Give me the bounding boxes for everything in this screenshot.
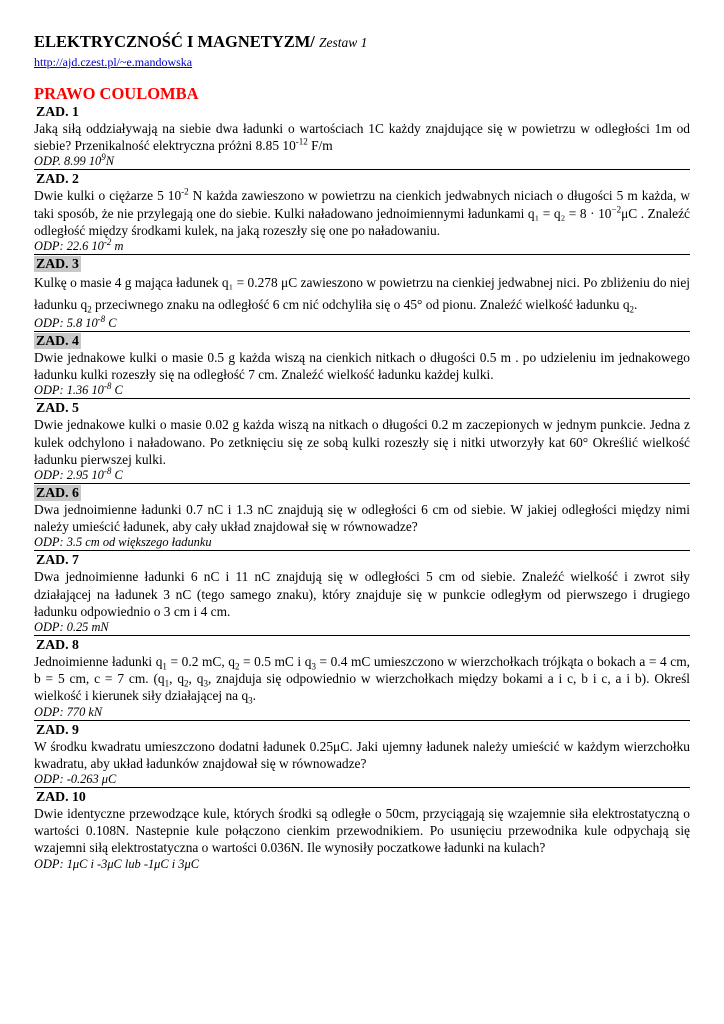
problem-answer: ODP: 1μC i -3μC lub -1μC i 3μC	[34, 856, 199, 871]
title-subtitle: Zestaw 1	[319, 35, 368, 50]
problem-text: Kulkę o masie 4 g mająca ładunek q₁ = 0.278 μC zawieszono w powietrzu na cienkiej jedwabnej nici. Po zbliżeniu do niej ładunku $q_2$ przeciwnego znaku na odległość 6 cm nić odchyliła się o 45° od pionu. Znaleźć wielkość ładunku $q_2$.	[34, 275, 690, 315]
problem-8	[34, 637, 690, 721]
problem-text: Dwie jednakowe kulki o masie 0.02 g każda wiszą na nitkach o długości 0.2 m zaczepionych w jednym punkcie. Jedna z kulek odchylono i naładowano. Po zetknięciu się ze sobą kulki rozeszły się i nitki utworzyły kat 60° Określić wielkość ładunku pierwszej kulki.	[34, 417, 690, 467]
document-title	[34, 32, 690, 53]
problem-answer: ODP: 2.95 $10^{-8}$ C	[34, 468, 690, 484]
section-title: PRAWO COULOMBA	[34, 84, 199, 103]
problem-text: Dwie jednakowe kulki o masie 0.5 g każda wiszą na cienkich nitkach o długości 0.5 m . po udzieleniu im jednakowego ładunku kulki rozeszły się na odległość 7 cm. Znaleźć wielkość ładunku każdej kulki.	[34, 350, 690, 383]
problem-9	[34, 722, 690, 788]
problem-2	[34, 171, 690, 255]
problem-answer: ODP. 8.99 $10^9N$	[34, 154, 690, 170]
problem-answer: ODP: 770 kN	[34, 705, 690, 721]
problem-text: Jaką siłą oddziaływają na siebie dwa ładunki o wartościach 1C każdy znajdujące się w powietrzu w odległości 1m od siebie? Przenikalność elektryczna próżni 8.85 $10^{-12}$ F/m	[34, 121, 690, 154]
problem-answer: ODP: 3.5 cm od większego ładunku	[34, 535, 690, 551]
problem-text: Dwa jednoimienne ładunki 6 nC i 11 nC znajdują się w odległości 5 cm od siebie. Znaleźć wielkość i zwrot siły działającej na ładunek 3 nC (tego samego znaku), który znajduje się w punkcie odległym od pierwszego i drugiego ładunku odpowiednio o 3 cm i 4 cm.	[34, 569, 690, 619]
problem-label: ZAD. 10	[36, 789, 86, 805]
problem-label: ZAD. 7	[36, 552, 79, 568]
problem-label: ZAD. 1	[36, 104, 79, 119]
problem-answer: ODP: -0.263 μC	[34, 772, 690, 788]
math-formula: $q_1 = q_2 = 8 \cdot 10^{-2}\mu C$	[527, 204, 638, 221]
problem-1	[34, 104, 690, 170]
problem-answer: ODP: 5.8 $10^{-8}$ C	[34, 316, 690, 332]
problem-text: Dwie identyczne przewodzące kule, których środki są odległe o 50cm, przyciągają się wzajemnie siła elektrostatyczną o wartości 0.108N. Nastepnie kule połączono cienkim przewodnikiem. Po usunięciu przewodnika kule odpychają się wzajemni siłą elektrostatyczna o wartości 0.036N. Ile wynosiły poczatkowe ładunki na kulach?	[34, 806, 690, 856]
problem-answer: ODP: 0.25 mN	[34, 620, 690, 636]
problem-text: Dwa jednoimienne ładunki 0.7 nC i 1.3 nC znajdują się w odległości 6 cm od siebie. W jakiej odległości między nimi należy umieścić ładunek, aby cały układ znajdował się w równowadze?	[34, 502, 690, 535]
problem-label: ZAD. 8	[36, 637, 79, 653]
problem-6	[34, 485, 690, 551]
problem-label: ZAD. 9	[36, 721, 79, 737]
problem-7	[34, 552, 690, 636]
problem-label: ZAD. 6	[36, 485, 79, 501]
problem-label: ZAD. 5	[36, 400, 79, 416]
problem-label: ZAD. 4	[36, 333, 79, 349]
problem-answer: ODP: 22.6 $10^{-2}$ m	[34, 239, 690, 255]
title-main: ELEKTRYCZNOŚĆ I MAGNETYZM/	[34, 32, 315, 51]
problem-3	[34, 256, 690, 332]
problem-text: W środku kwadratu umieszczono dodatni ładunek 0.25μC. Jaki ujemny ładunek należy umieścić w każdym wierzchołku kwadratu, aby układ ładunków znajdował się w równowadze?	[34, 738, 690, 771]
problem-text: Jednoimienne ładunki $q_1 = 0.2$ mC, $q_2 = 0.5$ mC i $q_3 = 0.4$ mC umieszczono w wierzchołkach trójkąta o bokach a = 4 cm, b = 5 cm, c = 7 cm. ($q_1$, $q_2$, $q_3$, znajduja się odpowiednio w wierzchołkach między bokami a i c, b i c, a i b). Określ wielkość i kierunek siły działającej na $q_3$.	[34, 654, 691, 707]
problem-answer: ODP: 1.36 $10^{-8}$ C	[34, 383, 690, 399]
problem-label: ZAD. 3	[36, 256, 79, 272]
problem-10	[34, 789, 690, 872]
problem-label: ZAD. 2	[36, 171, 79, 187]
problem-5	[34, 400, 690, 484]
problem-text: Dwie kulki o ciężarze 5 $10^{-2}$ N każda zawieszono w powietrzu na cienkich jedwabnych niciach o długości 5 m każda, w taki sposób, że nie przylegają one do siebie. Kulki naładowano jednoimiennymi ładunkami $q_1 = q_2 = 8 \cdot 10^{-2}\mu C$ . Znaleźć odległość między środkami kulek, na jaką rozeszły się one po naładowaniu.	[34, 186, 690, 238]
math-formula: q₁ = 0.278 μC	[221, 275, 298, 291]
problem-4	[34, 333, 690, 399]
author-url-link[interactable]: http://ajd.czest.pl/~e.mandowska	[34, 55, 193, 69]
